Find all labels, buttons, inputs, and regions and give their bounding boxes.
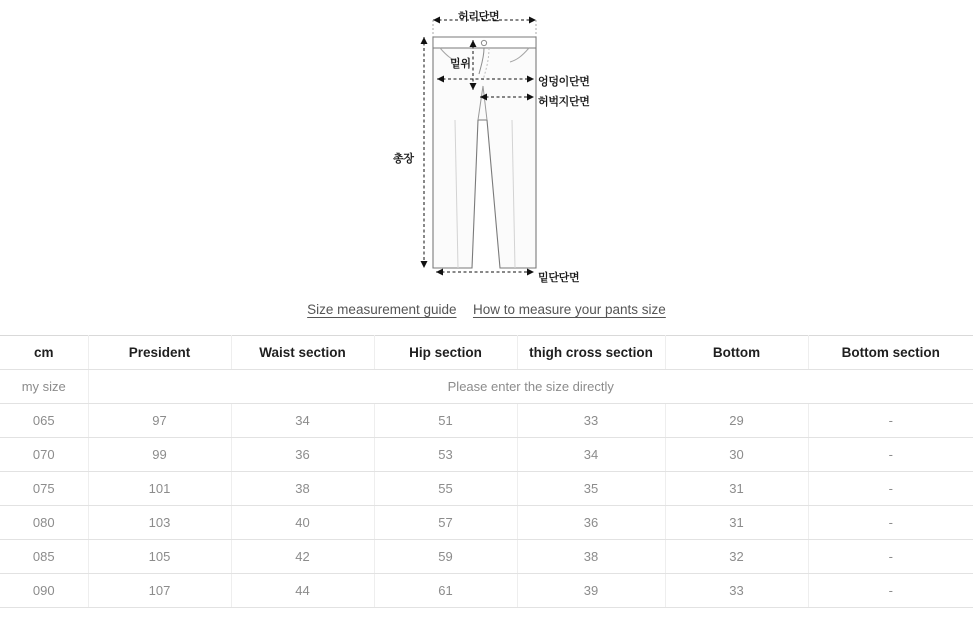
- column-header-bottom: Bottom: [665, 336, 808, 370]
- cell-090-president: 107: [88, 574, 231, 608]
- guide-links: [0, 295, 973, 335]
- row-size-070: 070: [0, 438, 88, 472]
- cell-070-bottom-section: -: [808, 438, 973, 472]
- cell-080-hip: 57: [374, 506, 517, 540]
- size-measurement-guide-link[interactable]: Size measurement guide: [307, 302, 457, 317]
- cell-085-bottom-section: -: [808, 540, 973, 574]
- cell-065-bottom: 29: [665, 404, 808, 438]
- cell-075-waist: 38: [231, 472, 374, 506]
- total-length-label: 총장: [393, 153, 414, 165]
- cell-085-hip: 59: [374, 540, 517, 574]
- cell-070-waist: 36: [231, 438, 374, 472]
- column-header-waist-section: Waist section: [231, 336, 374, 370]
- table-row: [0, 438, 973, 472]
- cell-080-bottom: 31: [665, 506, 808, 540]
- my-size-row: [0, 370, 973, 404]
- row-size-075: 075: [0, 472, 88, 506]
- my-size-label: my size: [0, 370, 88, 404]
- column-header-cm: cm: [0, 336, 88, 370]
- row-size-085: 085: [0, 540, 88, 574]
- bottom-cross-section-label: 밑단단면: [538, 272, 580, 284]
- table-row: [0, 472, 973, 506]
- cell-070-bottom: 30: [665, 438, 808, 472]
- pants-diagram-svg: [0, 0, 973, 295]
- how-to-measure-pants-link[interactable]: How to measure your pants size: [472, 302, 666, 317]
- rise-label: 밑위: [450, 58, 471, 70]
- table-row: [0, 574, 973, 608]
- thigh-cross-section-label: 허벅지단면: [538, 96, 590, 108]
- cell-080-bottom-section: -: [808, 506, 973, 540]
- column-header-president: President: [88, 336, 231, 370]
- cell-075-president: 101: [88, 472, 231, 506]
- cell-070-president: 99: [88, 438, 231, 472]
- cell-075-thigh: 35: [517, 472, 665, 506]
- row-size-080: 080: [0, 506, 88, 540]
- cell-065-hip: 51: [374, 404, 517, 438]
- cell-080-thigh: 36: [517, 506, 665, 540]
- cell-080-president: 103: [88, 506, 231, 540]
- cell-065-president: 97: [88, 404, 231, 438]
- table-row: [0, 506, 973, 540]
- table-row: [0, 404, 973, 438]
- cell-080-waist: 40: [231, 506, 374, 540]
- pants-outline: [433, 37, 536, 268]
- cell-090-bottom: 33: [665, 574, 808, 608]
- cell-090-bottom-section: -: [808, 574, 973, 608]
- waist-cross-section-label: 허리단면: [458, 11, 500, 23]
- table-row: [0, 540, 973, 574]
- column-header-bottom-section: Bottom section: [808, 336, 973, 370]
- table-header-row: [0, 336, 973, 370]
- cell-070-thigh: 34: [517, 438, 665, 472]
- hip-cross-section-label: 엉덩이단면: [538, 76, 590, 88]
- size-chart-table: [0, 335, 973, 608]
- cell-090-waist: 44: [231, 574, 374, 608]
- cell-075-bottom: 31: [665, 472, 808, 506]
- cell-065-waist: 34: [231, 404, 374, 438]
- row-size-065: 065: [0, 404, 88, 438]
- my-size-input-cell[interactable]: Please enter the size directly: [88, 370, 973, 404]
- cell-085-bottom: 32: [665, 540, 808, 574]
- cell-065-bottom-section: -: [808, 404, 973, 438]
- pants-measurement-diagram: [0, 0, 973, 295]
- column-header-hip-section: Hip section: [374, 336, 517, 370]
- cell-085-waist: 42: [231, 540, 374, 574]
- cell-085-president: 105: [88, 540, 231, 574]
- cell-075-hip: 55: [374, 472, 517, 506]
- cell-070-hip: 53: [374, 438, 517, 472]
- cell-065-thigh: 33: [517, 404, 665, 438]
- cell-090-hip: 61: [374, 574, 517, 608]
- cell-090-thigh: 39: [517, 574, 665, 608]
- cell-085-thigh: 38: [517, 540, 665, 574]
- row-size-090: 090: [0, 574, 88, 608]
- waistband: [433, 37, 536, 48]
- cell-075-bottom-section: -: [808, 472, 973, 506]
- column-header-thigh-cross-section: thigh cross section: [517, 336, 665, 370]
